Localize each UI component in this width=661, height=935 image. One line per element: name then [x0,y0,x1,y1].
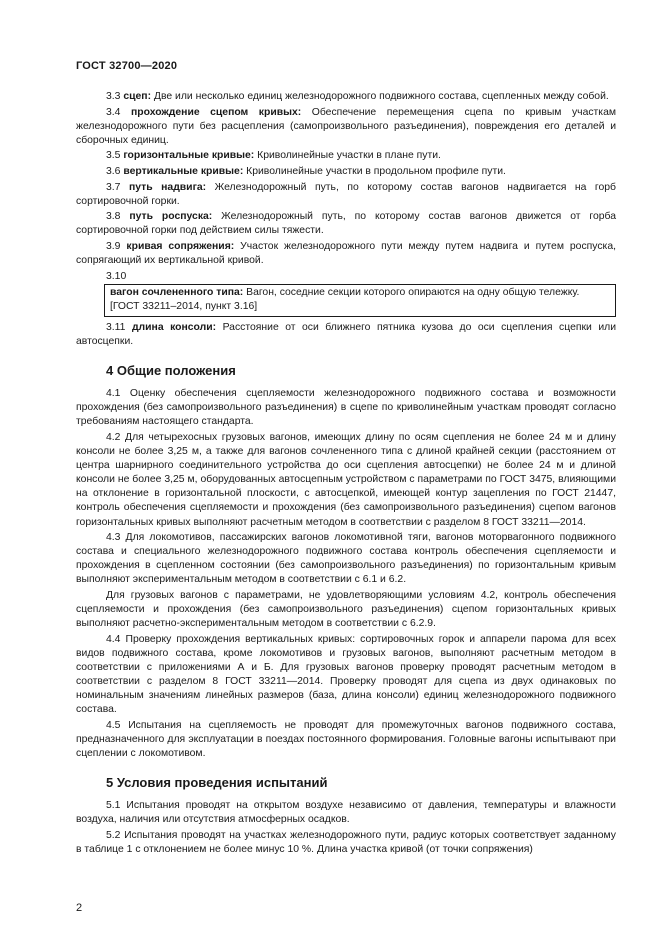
term-definition: Вагон, соседние секции которого опираются на одну общую тележку. [246,286,580,298]
document-header: ГОСТ 32700—2020 [76,60,178,72]
term-3-8 [76,210,616,238]
term-number: 3.4 [106,106,121,118]
term-3-3 [76,90,616,104]
term-number: 3.8 [106,211,121,223]
term-3-4 [76,106,616,148]
term-name: кривая сопряжения: [126,240,235,252]
term-definition: Расстояние от оси ближнего пятника кузова до оси сцепления сцепки или автосцепки. [76,321,616,347]
paragraph-4-3: 4.3 Для локомотивов, пассажирских вагонов локомотивной тяги, вагонов моторвагонного подвижного состава и специального железнодорожного подвижного состава контроль обеспечения сцепляемости и прохождения в сцепленном состоянии (без самопроизвольного разъединения) по горизонтальным кривым выполняют экспериментальным методом в соответствии с 6.1 и 6.2. [76,532,616,586]
paragraph-4-2: 4.2 Для четырехосных грузовых вагонов, имеющих длину по осям сцепления не более 24 м и длину консоли не более 3,25 м, а также для вагонов сочлененного типа с длиной крайней секции (расстоянием от центра шарнирного соединительного устройства до оси сцепления автосцепки) не более 24 м и длиной консоли не более 3,25 м, оборудованных автосцепным устройством с параметрами по ГОСТ 3475, влияющими на отклонение в горизонтальной плоскости, с автосцепкой, имеющей контур зацепления по ГОСТ 21447, контроль обеспечения сцепляемости и прохождения (без самопроизвольного разъединения) сцепом вагонов горизонтальных кривых выполняют расчетным методом в соответствии с разделом 8 ГОСТ 33211—2014. [76,431,616,528]
term-number: 3.9 [106,240,121,252]
term-name: вертикальные кривые: [123,165,244,177]
document-body [76,90,616,859]
term-name: путь роспуска: [129,211,213,223]
term-number: 3.5 [106,150,121,162]
term-name: длина консоли: [131,321,217,333]
paragraph-5-2: 5.2 Испытания проводят на участках железнодорожного пути, радиус которых соответствует заданному в таблице 1 с отклонением не более минус 10 %. Длина участка кривой (от точки сопряжения) [76,829,616,855]
term-3-5 [76,149,616,163]
paragraph-5-1: 5.1 Испытания проводят на открытом воздухе независимо от давления, температуры и влажности воздуха, наличия или отсутствия атмосферных осадков. [76,800,616,826]
term-name: сцеп: [123,91,152,102]
term-number: 3.6 [106,165,121,177]
page-number: 2 [76,902,83,914]
term-name: горизонтальные кривые: [123,150,255,162]
paragraph-4-5: 4.5 Испытания на сцепляемость не проводят для промежуточных вагонов подвижного состава, предназначенного для эксплуатации в поездах постоянного формирования. Головные вагоны испытывают при сцеплении с локомотивом. [76,719,616,760]
term-name: путь надвига: [128,181,207,193]
section-4-heading: 4 Общие положения [106,363,236,379]
term-3-10-box [104,284,616,317]
paragraph-4-3-cont: Для грузовых вагонов с параметрами, не удовлетворяющими условиям 4.2, контроль обеспечения сцепляемости и прохождения (без самопроизвольного разъединения) сцепом горизонтальных кривых выполняют расчетно-экспериментальным методом в соответствии с 6.2.9. [76,590,616,630]
term-3-7 [76,181,616,209]
term-name: вагон сочлененного типа: [110,286,244,298]
paragraph-4-1: 4.1 Оценку обеспечения сцепляемости железнодорожного подвижного состава и возможности прохождения (без самопроизвольного разъединения) в сцепе по криволинейным участкам проводят согласно требованиям настоящего стандарта. [76,388,616,428]
term-definition: Железнодорожный путь, по которому состав вагонов надвигается на горб сортировочной горки. [76,181,616,207]
term-definition: Криволинейные участки в продольном профиле пути. [246,165,506,177]
term-3-9 [76,240,616,268]
term-3-11 [76,321,616,349]
section-5-heading: 5 Условия проведения испытаний [106,775,328,791]
term-definition: Две или несколько единиц железнодорожного подвижного состава, сцепленных между собой. [153,91,609,102]
term-name: прохождение сцепом кривых: [130,106,302,118]
term-number: 3.11 [106,321,126,333]
term-number: 3.7 [106,181,121,193]
term-definition: Криволинейные участки в плане пути. [257,150,441,162]
term-definition: Участок железнодорожного пути между путем надвига и путем роспуска, сопрягающий их вертикальной кривой. [76,240,616,267]
term-definition: Железнодорожный путь, по которому состав вагонов движется от горба сортировочной горки под действием силы тяжести. [76,211,617,237]
term-definition: Обеспечение перемещения сцепа по кривым участкам железнодорожного пути без расцепления (самопроизвольного разъединения), повреждения его деталей и сборочных единиц. [76,106,617,146]
term-3-6 [76,165,616,179]
paragraph-4-4: 4.4 Проверку прохождения вертикальных кривых: сортировочных горок и аппарели парома для всех видов подвижного состава, кроме локомотивов и грузовых вагонов, выполняют расчетным методом в соответствии с приложениями А и Б. Для грузовых вагонов проверку проводят расчетным методом в соответствии с разделом 8 ГОСТ 33211—2014. Проверку проводят для сцепа из двух одинаковых по номинальным значениям линейных размеров (база, длина консоли) единиц железнодорожного подвижного состава. [76,633,616,716]
term-3-10-number: 3.10 [106,270,127,282]
term-reference: [ГОСТ 33211–2014, пункт 3.16] [110,300,258,312]
term-number: 3.3 [106,91,121,102]
